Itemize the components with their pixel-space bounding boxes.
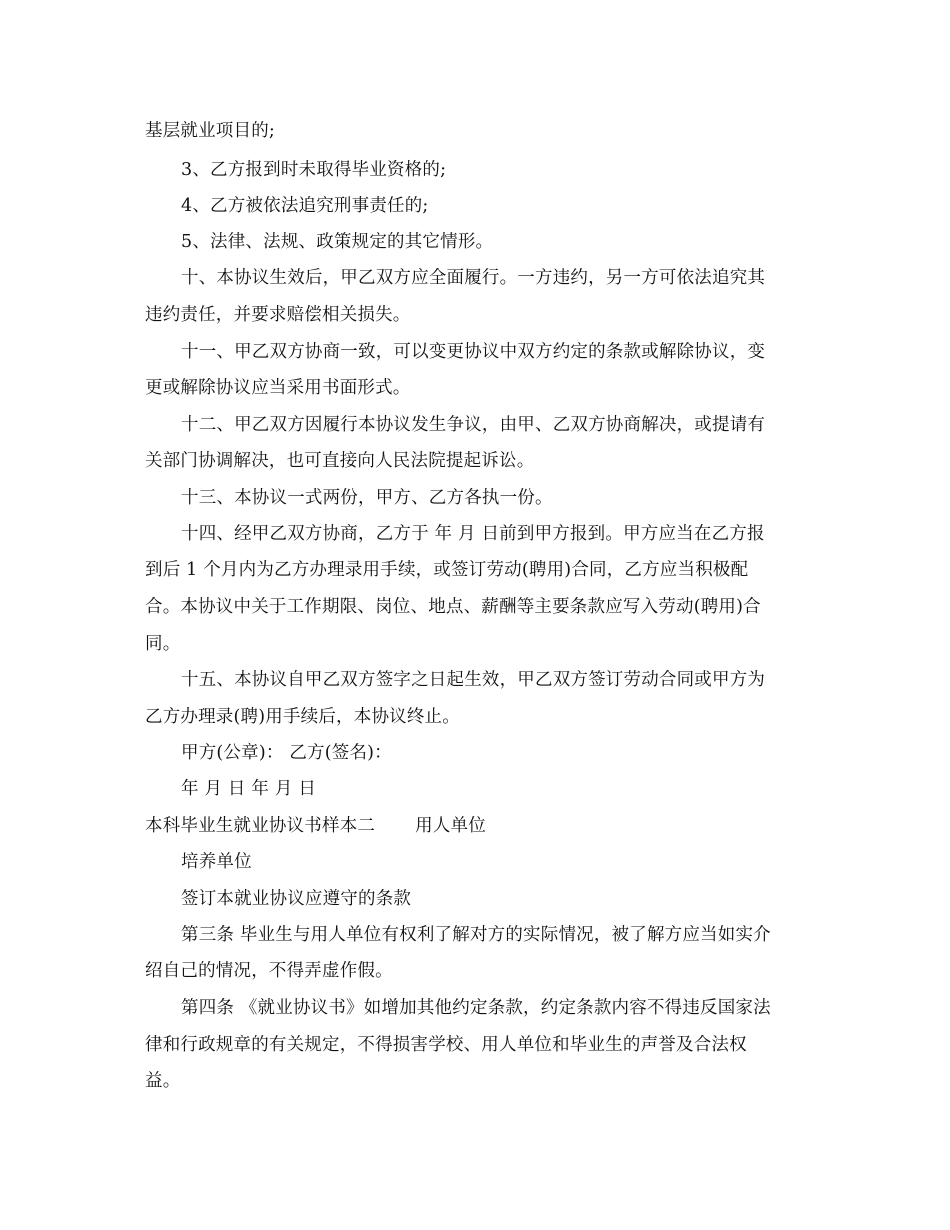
text-line: 乙方办理录(聘)用手续后，本协议终止。 [145,707,460,727]
text-line: 违约责任，并要求赔偿相关损失。 [145,305,411,325]
text-line: 十、本协议生效后，甲乙双方应全面履行。一方违约，另一方可依法追究其 [181,268,766,288]
text-line: 关部门协调解决，也可直接向人民法院提起诉讼。 [145,451,535,471]
text-line: 更或解除协议应当采用书面形式。 [145,378,411,398]
text-line: 5、法律、法规、政策规定的其它情形。 [181,232,494,252]
text-line: 绍自己的情况，不得弄虚作假。 [145,961,393,981]
text-line: 益。 [145,1071,181,1091]
text-line: 基层就业项目的; [145,121,275,141]
text-line: 十五、本协议自甲乙双方签字之日起生效，甲乙双方签订劳动合同或甲方为 [181,670,766,690]
sample-title: 本科毕业生就业协议书样本二 [145,816,376,836]
text-line: 十三、本协议一式两份，甲方、乙方各执一份。 [181,488,553,508]
sample-heading [145,815,486,837]
text-line: 第三条 毕业生与用人单位有权利了解对方的实际情况，被了解方应当如实介 [181,925,771,945]
text-line: 合。本协议中关于工作期限、岗位、地点、薪酬等主要条款应写入劳动(聘用)合 [145,597,761,617]
employer-label: 用人单位 [415,816,486,836]
date-line: 年 月 日 年 月 日 [181,779,317,799]
text-line: 签订本就业协议应遵守的条款 [181,889,412,909]
text-line: 律和行政规章的有关规定，不得损害学校、用人单位和毕业生的声誉及合法权 [145,1035,747,1055]
text-line: 十二、甲乙双方因履行本协议发生争议，由甲、乙双方协商解决，或提请有 [181,415,766,435]
text-line: 3、乙方报到时未取得毕业资格的; [181,160,447,180]
text-line: 十四、经甲乙双方协商，乙方于 年 月 日前到甲方报到。甲方应当在乙方报 [181,524,765,544]
text-line: 第四条 《就业协议书》如增加其他约定条款，约定条款内容不得违反国家法 [181,998,771,1018]
text-line: 4、乙方被依法追究刑事责任的; [181,196,429,216]
signature-line: 甲方(公章)： 乙方(签名)： [181,743,392,763]
text-line: 培养单位 [181,852,252,872]
text-line: 同。 [145,634,181,654]
text-line: 十一、甲乙双方协商一致，可以变更协议中双方约定的条款或解除协议，变 [181,342,766,362]
text-line: 到后 1 个月内为乙方办理录用手续，或签订劳动(聘用)合同，乙方应当积极配 [145,560,749,580]
